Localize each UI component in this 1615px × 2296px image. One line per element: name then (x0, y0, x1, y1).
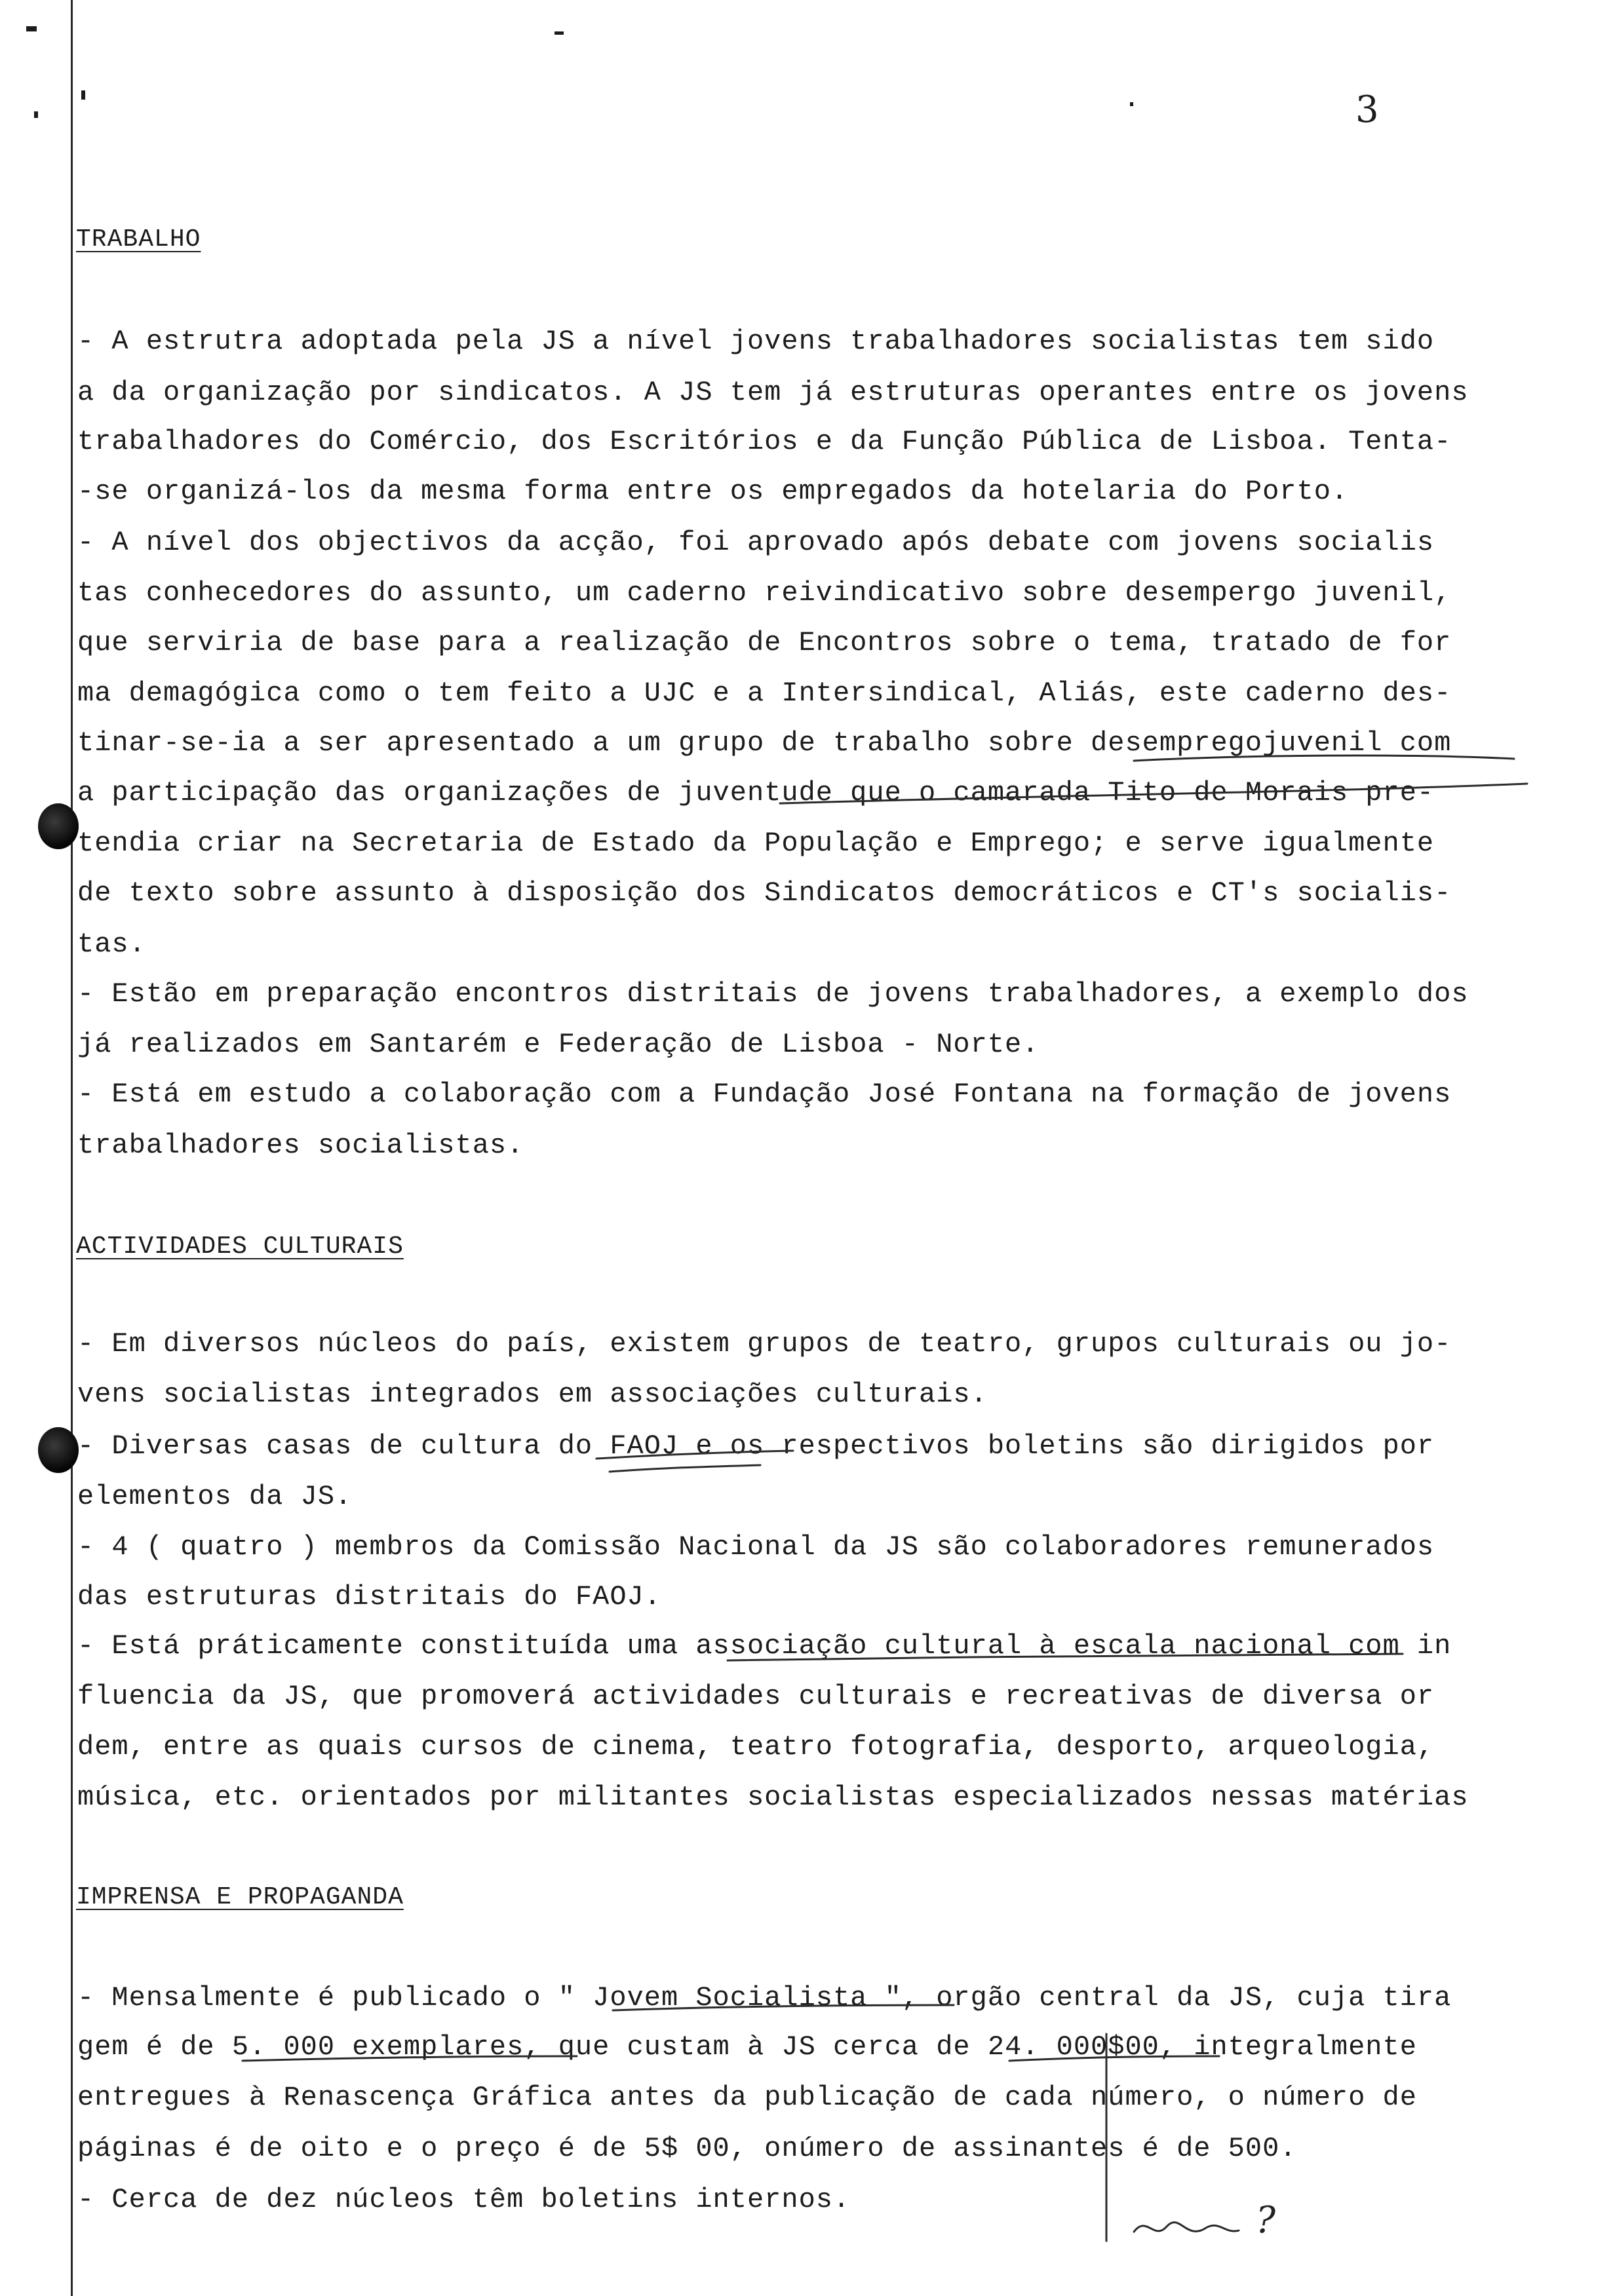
text-line: ma demagógica como o tem feito a UJC e a Intersindical, Aliás, este caderno des- (77, 678, 1452, 709)
text-line: trabalhadores do Comércio, dos Escritórios e da Função Pública de Lisboa. Tenta- (77, 426, 1452, 457)
text-line: - 4 ( quatro ) membros da Comissão Nacional da JS são colaboradores remunerados (77, 1531, 1435, 1563)
text-line: tendia criar na Secretaria de Estado da População e Emprego; e serve igualmente (77, 828, 1435, 859)
text-line: dem, entre as quais cursos de cinema, teatro fotografia, desporto, arqueologia, (77, 1731, 1435, 1763)
text-line: - Cerca de dez núcleos têm boletins internos. (77, 2184, 851, 2215)
underline-associacao (728, 1654, 1403, 1660)
text-line: a participação das organizações de juventude que o camarada Tito de Morais pre- (77, 777, 1435, 809)
underline-desemprego (1134, 756, 1514, 761)
text-line: fluencia da JS, que promoverá actividades culturais e recreativas de diversa or (77, 1681, 1435, 1712)
text-line: - Em diversos núcleos do país, existem grupos de teatro, grupos culturais ou jo- (77, 1328, 1452, 1360)
text-line: trabalhadores socialistas. (77, 1130, 524, 1161)
scribble (1134, 2223, 1239, 2232)
text-line: - Está em estudo a colaboração com a Fundação José Fontana na formação de jovens (77, 1079, 1452, 1110)
text-line: a da organização por sindicatos. A JS tem já estruturas operantes entre os jovens (77, 377, 1469, 408)
text-line: - A estrutra adoptada pela JS a nível jovens trabalhadores socialistas tem sido (77, 326, 1435, 357)
heading-actividades-culturais: ACTIVIDADES CULTURAIS (76, 1233, 404, 1261)
text-line: - Diversas casas de cultura do FAOJ e os respectivos boletins são dirigidos por (77, 1430, 1435, 1462)
heading-trabalho: TRABALHO (76, 225, 201, 254)
text-line: - Mensalmente é publicado o " Jovem Socialista ", orgão central da JS, cuja tira (77, 1982, 1452, 2014)
underline-faoj-2 (610, 1465, 760, 1472)
text-line: entregues à Renascença Gráfica antes da publicação de cada número, o número de (77, 2082, 1417, 2113)
heading-imprensa-propaganda: IMPRENSA E PROPAGANDA (76, 1883, 404, 1911)
underline-exemplares (243, 2056, 577, 2061)
underline-valor (1009, 2056, 1219, 2061)
handwritten-question-mark: ? (1256, 2199, 1276, 2242)
text-line: páginas é de oito e o preço é de 5$ 00, onúmero de assinantes é de 500. (77, 2133, 1297, 2164)
text-line: - Está práticamente constituída uma associação cultural à escala nacional com in (77, 1630, 1452, 1662)
text-line: das estruturas distritais do FAOJ. (77, 1581, 661, 1613)
text-line: de texto sobre assunto à disposição dos Sindicatos democráticos e CT's socialis- (77, 877, 1452, 909)
text-line: que serviria de base para a realização de Encontros sobre o tema, tratado de for (77, 627, 1452, 659)
text-line: vens socialistas integrados em associações culturais. (77, 1379, 988, 1410)
page-number: 3 (1355, 88, 1379, 131)
text-line: elementos da JS. (77, 1481, 353, 1512)
text-line: gem é de 5. 000 exemplares, que custam à JS cerca de 24. 000$00, integralmente (77, 2031, 1417, 2063)
text-line: -se organizá-los da mesma forma entre os empregados da hotelaria do Porto. (77, 476, 1349, 507)
underline-jovem-socialista (613, 2005, 954, 2010)
text-line: - Estão em preparação encontros distritais de jovens trabalhadores, a exemplo dos (77, 978, 1469, 1010)
text-line: - A nível dos objectivos da acção, foi aprovado após debate com jovens socialis (77, 527, 1435, 558)
text-line: já realizados em Santarém e Federação de Lisboa - Norte. (77, 1029, 1040, 1060)
text-line: tinar-se-ia a ser apresentado a um grupo de trabalho sobre desempregojuvenil com (77, 727, 1452, 759)
underline-camarada (780, 784, 1527, 803)
underline-faoj (596, 1451, 793, 1459)
text-line: tas. (77, 928, 146, 960)
text-line: tas conhecedores do assunto, um caderno reivindicativo sobre desempergo juvenil, (77, 577, 1452, 609)
text-line: música, etc. orientados por militantes socialistas especializados nessas matérias (77, 1782, 1469, 1813)
